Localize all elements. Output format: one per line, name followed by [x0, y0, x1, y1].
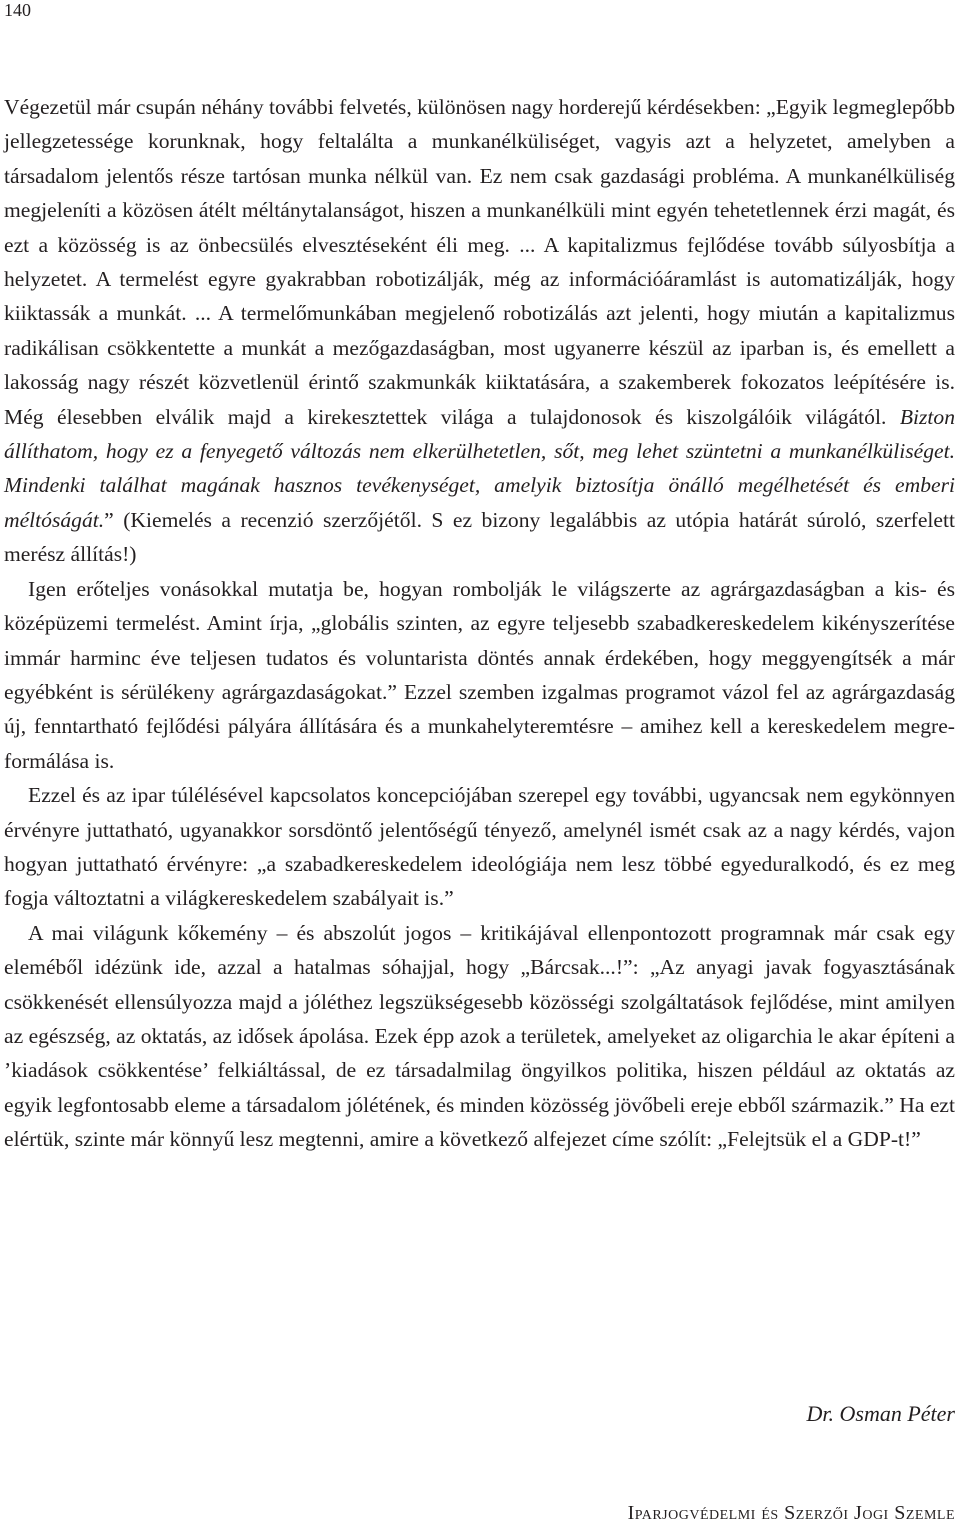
author-signature: Dr. Osman Péter: [806, 1401, 955, 1426]
journal-footer: Iparjogvédelmi és Szerzői Jogi Szemle: [627, 1502, 955, 1524]
paragraph-1-lead: Végezetül már csupán néhány további felvetés, különösen nagy horderejű kérdésekben: „Egyik legmeglepőbb jellegzetessége korunknak, hogy feltalálta a munkanélküliséget, vagyis azt a helyzetet, amelyben a társadalom jelentős része tartósan munka nélkül van. Ez nem csak gazdasági probléma. A munkanélküliség megjeleníti a közösen átélt méltánytalanságot, hiszen a munkanélküli mint egyén tehetetlennek érzi magát, és ezt a közösség is az önbecsülés elvesztéseként éli meg. ... A kapitalizmus fejlődése tovább súlyosbítja a helyzetet. A termelést egyre gyakrabban robotizálják, még az információáramlást is automatizálják, hogy kiiktassák a munkát. ... A termelőmunkában megjelenő robotizálás azt jelenti, hogy miután a kapitalizmus radikálisan csökkentette a munkát a mezőgazdaságban, most ugyanerre készül az iparban is, és emellett a lakosság nagy részét közvetlenül érintő szakmunkák kiiktatására, a szakemberek fokozatos leépítésére is. Még élesebben elválik majd a kirekesztettek világa a tulajdonosok és kiszolgálóik világától.: [4, 95, 956, 429]
paragraph-1: [4, 90, 955, 572]
paragraph-3: Ezzel és az ipar túlélésével kapcsolatos koncepciójában szerepel egy további, ugyancsak nem egykönnyen érvényre juttatható, ugyanakkor sorsdöntő jelentőségű tényező, amelynél ismét csak az a nagy kérdés, vajon hogyan juttatható érvényre: „a szabadkereskedelem ideológiája nem lesz többé egyeduralkodó, és ez meg fogja változtatni a világkereskedelem szabályait is.”: [4, 783, 955, 911]
paragraph-1-tail: ” (Kiemelés a recenzió szerzőjétől. S ez bizony legalábbis az utópia határát súroló, szerfelett merész állítás!): [4, 507, 955, 567]
paragraph-1-emphasis: Bizton állíthatom, hogy ez a fenyegető változás nem elkerülhetetlen, sőt, meg lehet szüntetni a munkanélküliséget. Mindenki találhat magának hasznos tevékenységet, amelyik biztosítja önálló megélhetését és emberi méltóságát.: [4, 404, 955, 532]
paragraph-4: A mai világunk kőkemény – és abszolút jogos – kritikájával ellenpontozott programnak már csak egy eleméből idézünk ide, azzal a hatalmas sóhajjal, hogy „Bárcsak...!”: „Az anyagi javak fogyasztásának csökkenését ellensúlyozza majd a jóléthez legszükségesebb közösségi szolgáltatások fejlődése, mint amilyen az egészség, az oktatás, az idősek ápolása. Ezek épp azok a területek, amelyeket az oligarchia le akar építeni a ’kiadások csökkentése’ felkiáltással, de ez társadalmilag öngyilkos politika, hiszen például az oktatás az egyik legfontosabb eleme a társadalom jólétének, és minden közösség jövőbeli ereje ebből származik.” Ha ezt elértük, szinte már könnyű lesz megtenni, amire a következő alfejezet címe szólít: „Felejtsük el a GDP-t!”: [4, 920, 955, 1152]
article-body: [4, 90, 955, 1157]
paragraph-2: Igen erőteljes vonásokkal mutatja be, hogyan rombolják le világszerte az agrárgazdaságban a kis- és középüzemi termelést. Amint írja, „globális szinten, az egyre teljesebb szabadkereskedelem kikényszerítése immár harminc éve teljesen tudatos és voluntarista döntés annak érdekében, hogy meggyengítsék a már egyébként is sérülékeny agrárgazdaságokat.” Ezzel szemben izgalmas programot vázol fel az agrárgazdaság új, fenntartható fejlődési pályára állítására és a munkahelyteremtésre – amihez kell a kereskedelem megreformálása is.: [4, 576, 955, 773]
page-number: 140: [4, 0, 31, 20]
